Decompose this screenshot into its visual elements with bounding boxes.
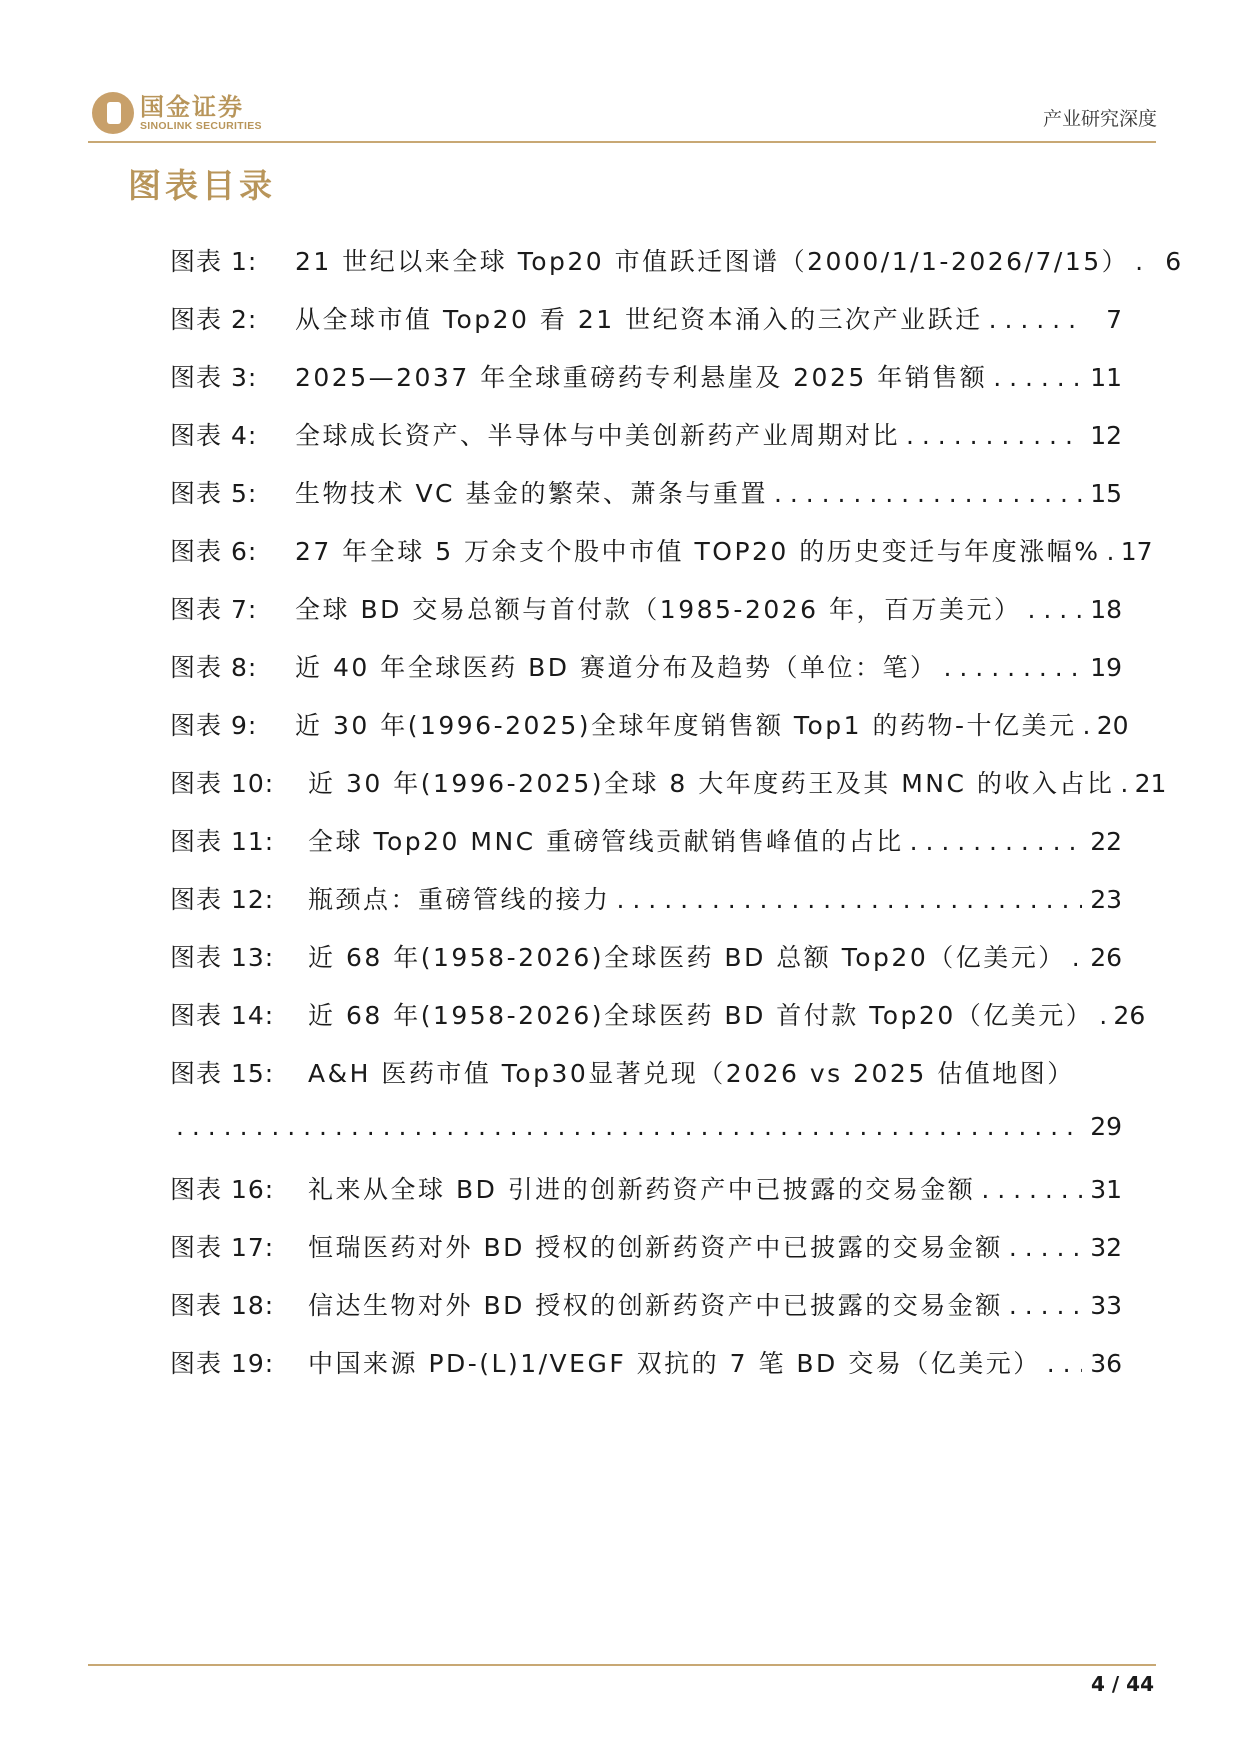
toc-entry[interactable] bbox=[170, 1344, 1122, 1384]
toc-entry-page: 6 bbox=[1165, 247, 1182, 276]
toc-entry-title: 信达生物对外 BD 授权的创新药资产中已披露的交易金额 bbox=[308, 1291, 1003, 1320]
toc-entry-label: 图表 13: bbox=[170, 943, 275, 972]
toc-entry-title: 近 30 年(1996-2025)全球年度销售额 Top1 的药物-十亿美元 bbox=[295, 711, 1077, 740]
toc-entry-title: 全球 BD 交易总额与首付款（1985-2026 年，百万美元） bbox=[295, 595, 1022, 624]
toc-entry-title: 中国来源 PD-(L)1/VEGF 双抗的 7 笔 BD 交易（亿美元） bbox=[308, 1349, 1041, 1378]
toc-entry[interactable] bbox=[170, 416, 1122, 456]
toc-entry-page: 20 bbox=[1096, 711, 1129, 740]
toc-entry-label: 图表 1: bbox=[170, 247, 258, 276]
toc-entry[interactable] bbox=[170, 648, 1122, 688]
toc-entry-title: 生物技术 VC 基金的繁荣、萧条与重置 bbox=[295, 479, 768, 508]
toc-entry-leader bbox=[1114, 769, 1126, 798]
toc-entry-label: 图表 2: bbox=[170, 305, 258, 334]
toc-entry-leader bbox=[170, 1112, 1082, 1141]
toc-entry-title: 21 世纪以来全球 Top20 市值跃迁图谱（2000/1/1-2026/7/15） bbox=[295, 247, 1130, 276]
toc-title: 图表目录 bbox=[128, 166, 276, 205]
toc-entry-page: 29 bbox=[1090, 1112, 1122, 1141]
toc-entry-page: 36 bbox=[1090, 1349, 1122, 1378]
toc-entry-label: 图表 9: bbox=[170, 711, 258, 740]
toc-entry-label: 图表 8: bbox=[170, 653, 258, 682]
toc-entry-label: 图表 14: bbox=[170, 1001, 275, 1030]
toc-entry-leader bbox=[904, 827, 1082, 856]
toc-entry-leader bbox=[611, 885, 1082, 914]
toc-entry[interactable] bbox=[170, 1054, 1122, 1094]
toc-entry[interactable] bbox=[170, 996, 1146, 1036]
toc-entry-leader bbox=[1101, 537, 1113, 566]
company-logo bbox=[92, 92, 262, 134]
toc-entry-label: 图表 19: bbox=[170, 1349, 275, 1378]
toc-entry-title: 恒瑞医药对外 BD 授权的创新药资产中已披露的交易金额 bbox=[308, 1233, 1003, 1262]
toc-entry-title: 近 68 年(1958-2026)全球医药 BD 首付款 Top20（亿美元） bbox=[308, 1001, 1094, 1030]
toc-entry-leader bbox=[983, 305, 1082, 334]
toc-entry-page: 22 bbox=[1090, 827, 1122, 856]
toc-entry-leader bbox=[768, 479, 1082, 508]
toc-entry-leader bbox=[975, 1175, 1082, 1204]
logo-en: SINOLINK SECURITIES bbox=[140, 120, 262, 132]
toc-entry-leader bbox=[1003, 1291, 1082, 1320]
toc-entry-page: 26 bbox=[1090, 943, 1122, 972]
toc-entry-label: 图表 10: bbox=[170, 769, 275, 798]
toc-entry[interactable] bbox=[170, 1286, 1122, 1326]
toc-entry[interactable] bbox=[170, 1228, 1122, 1268]
toc-entry[interactable] bbox=[170, 1170, 1122, 1210]
toc-entry-leader bbox=[1022, 595, 1082, 624]
toc-entry-title: 瓶颈点：重磅管线的接力 bbox=[308, 885, 611, 914]
toc-entry-page: 17 bbox=[1120, 537, 1153, 566]
toc-entry[interactable] bbox=[170, 764, 1167, 804]
toc-entry-title: 全球成长资产、半导体与中美创新药产业周期对比 bbox=[295, 421, 901, 450]
toc-entry-title: 2025—2037 年全球重磅药专利悬崖及 2025 年销售额 bbox=[295, 363, 988, 392]
toc-entry-title: 近 30 年(1996-2025)全球 8 大年度药王及其 MNC 的收入占比 bbox=[308, 769, 1115, 798]
toc-entry[interactable] bbox=[170, 938, 1122, 978]
toc-entry-leader bbox=[1041, 1349, 1082, 1378]
logo-icon bbox=[92, 92, 134, 134]
toc-entry-leader bbox=[1066, 943, 1082, 972]
toc-entry-page: 31 bbox=[1090, 1175, 1122, 1204]
toc-entry-leader bbox=[900, 421, 1082, 450]
toc-entry-leader bbox=[1093, 1001, 1105, 1030]
toc-entry[interactable] bbox=[170, 1112, 1122, 1152]
toc-entry[interactable] bbox=[170, 474, 1122, 514]
footer-divider bbox=[88, 1664, 1156, 1666]
toc-entry-page: 21 bbox=[1134, 769, 1167, 798]
toc-entry-title: 全球 Top20 MNC 重磅管线贡献销售峰值的占比 bbox=[308, 827, 904, 856]
toc-entry-label: 图表 12: bbox=[170, 885, 275, 914]
toc-entry-label: 图表 11: bbox=[170, 827, 275, 856]
toc-entry[interactable] bbox=[170, 532, 1153, 572]
toc-entry[interactable] bbox=[170, 706, 1129, 746]
report-type: 产业研究深度 bbox=[1042, 108, 1157, 130]
toc-entry-title: 从全球市值 Top20 看 21 世纪资本涌入的三次产业跃迁 bbox=[295, 305, 983, 334]
page-header bbox=[0, 0, 1240, 150]
toc-entry-label: 图表 6: bbox=[170, 537, 258, 566]
toc-entry[interactable] bbox=[170, 590, 1122, 630]
toc-entry-page: 15 bbox=[1090, 479, 1122, 508]
toc-entry-label: 图表 5: bbox=[170, 479, 258, 508]
toc-entry-leader bbox=[1077, 711, 1089, 740]
toc-entry-leader bbox=[1003, 1233, 1082, 1262]
toc-entry-title: 27 年全球 5 万余支个股中市值 TOP20 的历史变迁与年度涨幅% bbox=[295, 537, 1101, 566]
toc-entry[interactable] bbox=[170, 242, 1182, 282]
toc-entry-label: 图表 4: bbox=[170, 421, 258, 450]
toc-entry-label: 图表 3: bbox=[170, 363, 258, 392]
toc-entry-title: A&H 医药市值 Top30显著兑现（2026 vs 2025 估值地图） bbox=[308, 1059, 1075, 1088]
toc-entry-label: 图表 17: bbox=[170, 1233, 275, 1262]
toc-entry-page: 18 bbox=[1090, 595, 1122, 624]
toc-entry-leader bbox=[987, 363, 1082, 392]
page-number: 4 / 44 bbox=[1091, 1672, 1154, 1696]
toc-entry-label: 图表 15: bbox=[170, 1059, 275, 1088]
toc-entry-leader bbox=[938, 653, 1082, 682]
toc-entry-page: 19 bbox=[1090, 653, 1122, 682]
toc-entry[interactable] bbox=[170, 822, 1122, 862]
toc-entry-label: 图表 18: bbox=[170, 1291, 275, 1320]
toc-entry-page: 23 bbox=[1090, 885, 1122, 914]
toc-entry[interactable] bbox=[170, 300, 1122, 340]
toc-entry-page: 32 bbox=[1090, 1233, 1122, 1262]
toc-entry-leader bbox=[1129, 247, 1141, 276]
logo-cn: 国金证券 bbox=[140, 93, 244, 121]
toc-entry[interactable] bbox=[170, 358, 1122, 398]
toc-entry-label: 图表 7: bbox=[170, 595, 258, 624]
toc-entry-label: 图表 16: bbox=[170, 1175, 275, 1204]
toc-entry-page: 7 bbox=[1106, 305, 1122, 334]
toc-entry-page: 33 bbox=[1090, 1291, 1122, 1320]
toc-entry-page: 11 bbox=[1090, 363, 1122, 392]
toc-entry-title: 礼来从全球 BD 引进的创新药资产中已披露的交易金额 bbox=[308, 1175, 976, 1204]
toc-entry-page: 26 bbox=[1113, 1001, 1146, 1030]
toc-entry[interactable] bbox=[170, 880, 1122, 920]
toc-entry-title: 近 40 年全球医药 BD 赛道分布及趋势（单位：笔） bbox=[295, 653, 938, 682]
toc-entry-page: 12 bbox=[1090, 421, 1122, 450]
header-divider bbox=[88, 141, 1156, 143]
toc-entry-title: 近 68 年(1958-2026)全球医药 BD 总额 Top20（亿美元） bbox=[308, 943, 1066, 972]
